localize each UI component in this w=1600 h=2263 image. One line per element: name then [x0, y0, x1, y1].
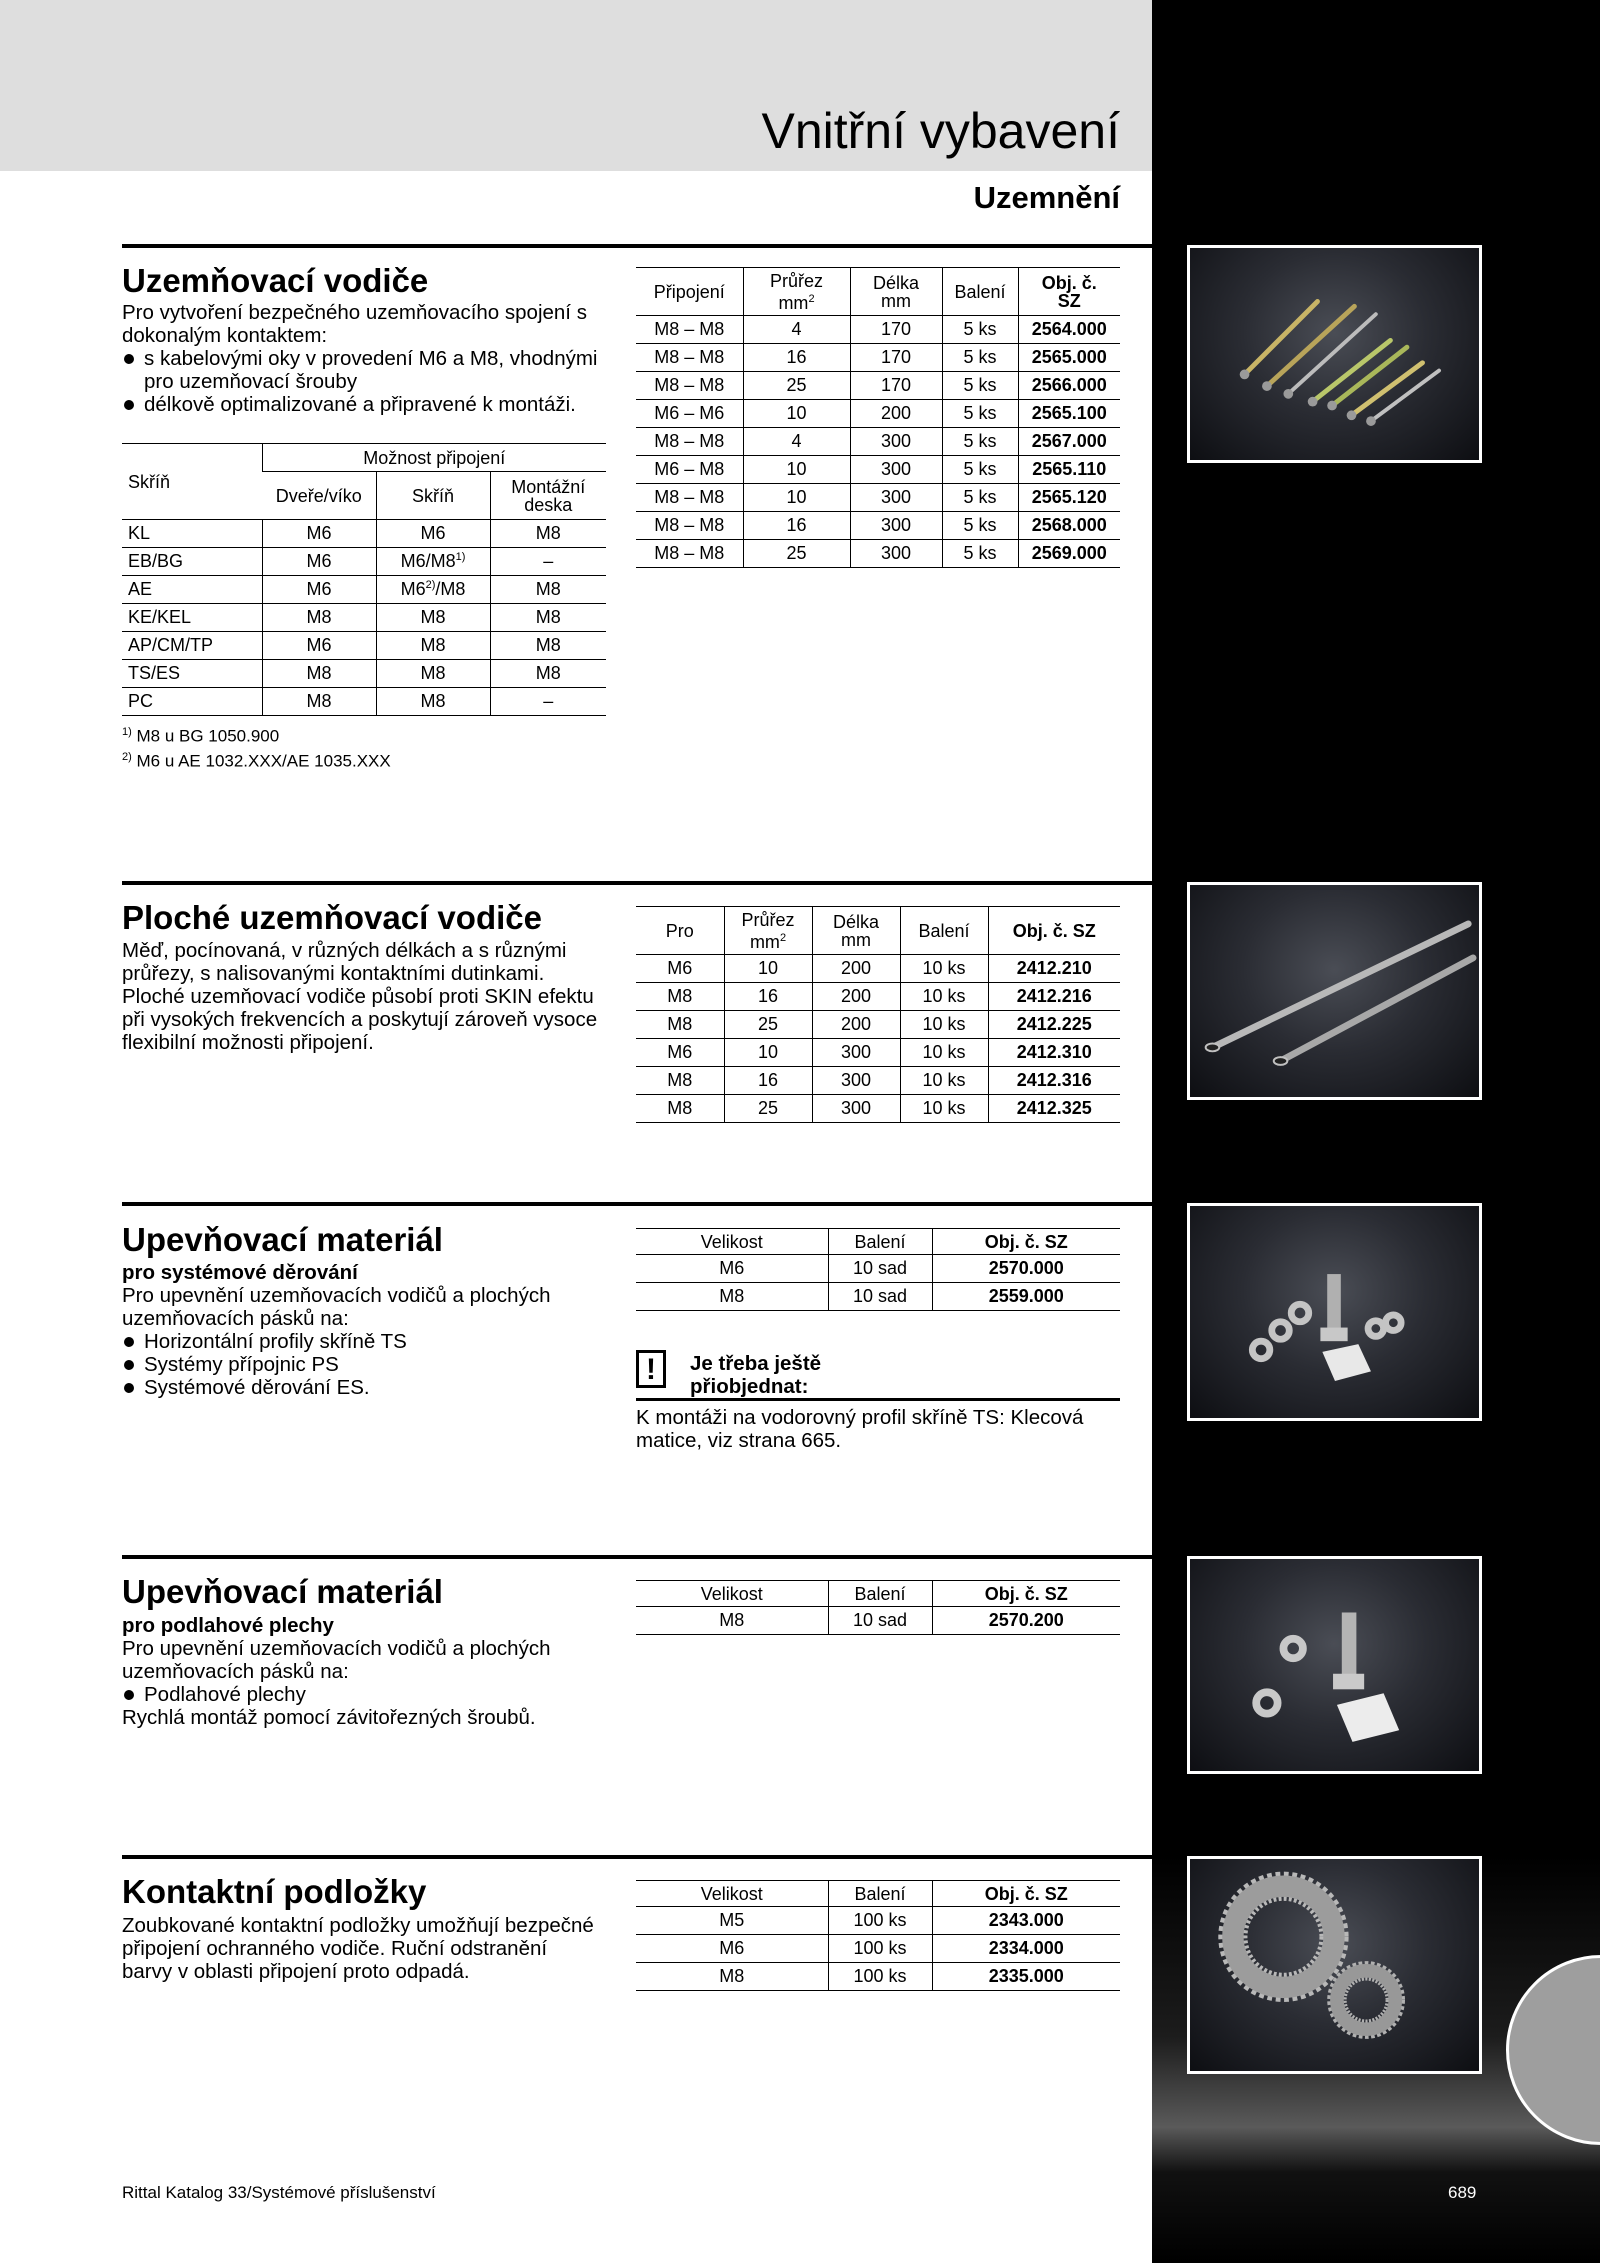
table-cell: 25	[724, 1095, 812, 1123]
cell-plate: M8	[490, 576, 606, 604]
cell-order-number: 2412.310	[988, 1039, 1120, 1067]
table-cell: 16	[743, 344, 850, 372]
note-rule	[636, 1398, 1120, 1401]
cell-body: M6$^{2)}$/M8	[376, 576, 490, 604]
intro-text: Pro vytvoření bezpečného uzemňovacího spojení s dokonalým kontaktem:	[122, 301, 587, 347]
cell-order-number: 2412.325	[988, 1095, 1120, 1123]
cell-door: M6	[262, 520, 376, 548]
cell-door: M6	[262, 632, 376, 660]
table-cell: 5 ks	[942, 484, 1018, 512]
order-table-flat-conductors	[636, 906, 1120, 1123]
cell-order-number: 2565.000	[1018, 344, 1120, 372]
table-cell: 10 ks	[900, 1011, 988, 1039]
cell-order-number: 2412.225	[988, 1011, 1120, 1039]
cell-enclosure: EB/BG	[122, 548, 262, 576]
outro-text: Rychlá montáž pomocí závitořezných šroubů.	[122, 1706, 536, 1729]
table-cell: 100 ks	[828, 1963, 932, 1991]
col-header-mounting-plate: Montážní deska	[490, 472, 606, 520]
col-header-length: Délka mm	[850, 268, 942, 316]
product-photo-fixing-material-system	[1187, 1203, 1482, 1421]
table-cell: M8	[636, 1067, 724, 1095]
cell-order-number: 2565.100	[1018, 400, 1120, 428]
table-cell: 10	[724, 1039, 812, 1067]
section-body-flat-conductors: Měď, pocínovaná, v různých délkách a s různými průřezy, s nalisovanými kontaktními dutinkami. Ploché uzemňovací vodiče působí proti SKIN efektu při vysokých frekvencích a poskytují zároveň vysoce flexibilní možnosti připojení.	[122, 939, 598, 1054]
cell-order-number: 2568.000	[1018, 512, 1120, 540]
col-header-packaging: Balení	[828, 1581, 932, 1607]
table-row	[636, 1255, 1120, 1283]
table-cell: M6	[636, 1935, 828, 1963]
cell-door: M8	[262, 604, 376, 632]
table-cell: 5 ks	[942, 316, 1018, 344]
col-header-order-no: Obj. č. SZ	[932, 1581, 1120, 1607]
bullet-item: Systémy přípojnic PS	[122, 1353, 612, 1376]
table-row	[636, 372, 1120, 400]
footnote-2: $^{2)}$ M6 u AE 1032.XXX/AE 1035.XXX	[122, 750, 391, 771]
table-cell: 10 sad	[828, 1255, 932, 1283]
section-title-fixing-material-system: Upevňovací materiál	[122, 1221, 443, 1258]
bullet-item: Systémové děrování ES.	[122, 1376, 612, 1399]
table-cell: M5	[636, 1907, 828, 1935]
table-row	[636, 512, 1120, 540]
table-cell: M8 – M8	[636, 540, 743, 568]
table-cell: 10 ks	[900, 983, 988, 1011]
cell-door: M6	[262, 548, 376, 576]
cell-plate: M8	[490, 520, 606, 548]
footnote-mark: 1)	[455, 551, 466, 563]
table-cell: 16	[743, 512, 850, 540]
table-cell: 300	[850, 484, 942, 512]
table-cell: 10	[724, 955, 812, 983]
table-cell: 4	[743, 316, 850, 344]
product-photo-flat-conductors	[1187, 882, 1482, 1100]
cell-order-number: 2566.000	[1018, 372, 1120, 400]
fixing-material-image	[1190, 1206, 1479, 1418]
footnotes	[122, 722, 391, 771]
product-photo-grounding-conductors	[1187, 245, 1482, 463]
table-cell: 200	[812, 983, 900, 1011]
table-cell: 300	[812, 1095, 900, 1123]
table-row	[636, 1963, 1120, 1991]
table-row	[122, 604, 606, 632]
table-cell: 300	[812, 1039, 900, 1067]
grounding-conductors-image	[1190, 248, 1479, 460]
col-header-order-no: Obj. č. SZ	[932, 1229, 1120, 1255]
cell-order-number: 2335.000	[932, 1963, 1120, 1991]
cell-plate: M8	[490, 604, 606, 632]
cell-body: M8	[376, 604, 490, 632]
contact-washers-image	[1190, 1859, 1479, 2071]
cell-body: M8	[376, 688, 490, 716]
cell-body: M8	[376, 660, 490, 688]
cell-enclosure: AP/CM/TP	[122, 632, 262, 660]
note-text: K montáži na vodorovný profil skříně TS: Klecová matice, viz strana 665.	[636, 1406, 1084, 1452]
col-header-order-no: Obj. č. SZ	[932, 1881, 1120, 1907]
table-cell: 25	[743, 372, 850, 400]
section-subtitle: pro systémové děrování	[122, 1261, 358, 1284]
table-cell: 25	[724, 1011, 812, 1039]
cell-door: M8	[262, 688, 376, 716]
table-row	[122, 520, 606, 548]
col-header-packaging: Balení	[942, 268, 1018, 316]
col-header-size: Velikost	[636, 1229, 828, 1255]
table-cell: 10	[743, 456, 850, 484]
page-number: 689	[1448, 2183, 1477, 2202]
table-row	[636, 1011, 1120, 1039]
table-cell: 5 ks	[942, 400, 1018, 428]
col-header-length: Délka mm	[812, 907, 900, 955]
col-header-size: Velikost	[636, 1581, 828, 1607]
table-row	[636, 484, 1120, 512]
cell-enclosure: KE/KEL	[122, 604, 262, 632]
cell-order-number: 2412.216	[988, 983, 1120, 1011]
section-title-contact-washers: Kontaktní podložky	[122, 1873, 427, 1910]
section-rule	[122, 1855, 1152, 1859]
bullet-list	[122, 347, 612, 416]
table-cell: 10 ks	[900, 1039, 988, 1067]
order-table-fixing-material-floor	[636, 1580, 1120, 1635]
order-table-fixing-material-system	[636, 1228, 1120, 1311]
table-cell: M8 – M8	[636, 316, 743, 344]
table-cell: 5 ks	[942, 428, 1018, 456]
table-cell: 200	[812, 1011, 900, 1039]
col-header-cross-section: Průřez $mm^2$	[724, 907, 812, 955]
order-table-grounding-conductors	[636, 267, 1120, 568]
bullet-list	[122, 1330, 612, 1399]
col-header-door-cover: Dveře/víko	[262, 472, 376, 520]
table-row	[122, 632, 606, 660]
table-cell: M8	[636, 1607, 828, 1635]
intro-text: Pro upevnění uzemňovacích vodičů a plochých uzemňovacích pásků na:	[122, 1284, 551, 1330]
table-cell: M8	[636, 983, 724, 1011]
section-title-flat-conductors: Ploché uzemňovací vodiče	[122, 899, 542, 936]
cell-order-number: 2570.000	[932, 1255, 1120, 1283]
table-cell: M8 – M8	[636, 372, 743, 400]
table-cell: 25	[743, 540, 850, 568]
section-body-fixing-material-system	[122, 1261, 612, 1399]
table-row	[636, 1095, 1120, 1123]
cell-order-number: 2412.210	[988, 955, 1120, 983]
table-row	[636, 1039, 1120, 1067]
table-row	[122, 688, 606, 716]
table-cell: 16	[724, 983, 812, 1011]
table-cell: M8 – M8	[636, 428, 743, 456]
table-cell: M6 – M6	[636, 400, 743, 428]
table-cell: 5 ks	[942, 344, 1018, 372]
table-cell: 5 ks	[942, 456, 1018, 484]
page-subtitle: Uzemnění	[973, 180, 1120, 215]
col-header-packaging: Balení	[900, 907, 988, 955]
section-body-fixing-material-floor	[122, 1614, 612, 1729]
col-header-connection-option: Možnost připojení	[262, 444, 606, 472]
order-table-contact-washers	[636, 1880, 1120, 1991]
table-cell: 200	[812, 955, 900, 983]
bullet-item: délkově optimalizované a připravené k montáži.	[122, 393, 612, 416]
cell-door: M6	[262, 576, 376, 604]
cell-order-number: 2564.000	[1018, 316, 1120, 344]
footer-catalog-name: Rittal Katalog 33/Systémové příslušenství	[122, 2183, 436, 2202]
col-header-for: Pro	[636, 907, 724, 955]
table-cell: 10 sad	[828, 1283, 932, 1311]
table-cell: 100 ks	[828, 1935, 932, 1963]
intro-text: Pro upevnění uzemňovacích vodičů a plochých uzemňovacích pásků na:	[122, 1637, 551, 1683]
table-cell: 170	[850, 316, 942, 344]
table-row	[636, 456, 1120, 484]
section-subtitle: pro podlahové plechy	[122, 1614, 334, 1637]
cell-order-number: 2559.000	[932, 1283, 1120, 1311]
cell-plate: –	[490, 548, 606, 576]
bullet-item: Horizontální profily skříně TS	[122, 1330, 612, 1353]
table-cell: M6	[636, 1255, 828, 1283]
table-cell: M8	[636, 1283, 828, 1311]
cell-order-number: 2565.110	[1018, 456, 1120, 484]
footnote-mark: 2)	[425, 579, 436, 591]
table-cell: M8 – M8	[636, 484, 743, 512]
table-row	[636, 1067, 1120, 1095]
table-row	[636, 400, 1120, 428]
cell-order-number: 2567.000	[1018, 428, 1120, 456]
cell-plate: M8	[490, 660, 606, 688]
table-cell: 10	[743, 400, 850, 428]
section-rule	[122, 881, 1152, 885]
table-cell: M6 – M8	[636, 456, 743, 484]
table-row	[636, 1935, 1120, 1963]
table-cell: 200	[850, 400, 942, 428]
table-cell: 10 ks	[900, 1095, 988, 1123]
cell-order-number: 2565.120	[1018, 484, 1120, 512]
table-row	[636, 344, 1120, 372]
compatibility-table	[122, 443, 606, 716]
table-cell: M8 – M8	[636, 344, 743, 372]
col-header-size: Velikost	[636, 1881, 828, 1907]
table-row	[636, 983, 1120, 1011]
col-header-connection: Připojení	[636, 268, 743, 316]
cell-door: M8	[262, 660, 376, 688]
cell-enclosure: AE	[122, 576, 262, 604]
cell-order-number: 2343.000	[932, 1907, 1120, 1935]
product-photo-contact-washers	[1187, 1856, 1482, 2074]
cell-enclosure: KL	[122, 520, 262, 548]
cell-enclosure: TS/ES	[122, 660, 262, 688]
col-header-enclosure-body: Skříň	[376, 472, 490, 520]
table-cell: 4	[743, 428, 850, 456]
col-header-packaging: Balení	[828, 1881, 932, 1907]
section-rule	[122, 1202, 1152, 1206]
table-row	[122, 548, 606, 576]
footnote-1: $^{1)}$ M8 u BG 1050.900	[122, 726, 280, 746]
table-cell: 100 ks	[828, 1907, 932, 1935]
section-rule	[122, 244, 1152, 248]
bullet-list	[122, 1683, 612, 1706]
table-row	[636, 428, 1120, 456]
note-heading: Je třeba ještě přiobjednat:	[690, 1352, 822, 1398]
table-cell: 10 ks	[900, 955, 988, 983]
cell-body: M6/M8$^{1)}$	[376, 548, 490, 576]
table-cell: 300	[850, 456, 942, 484]
floor-fixing-image	[1190, 1559, 1479, 1771]
table-row	[636, 955, 1120, 983]
warning-exclamation-icon: !	[636, 1350, 666, 1388]
cell-body: M6	[376, 520, 490, 548]
col-header-cross-section: Průřez $mm^2$	[743, 268, 850, 316]
col-header-order-no: Obj. č. SZ	[1018, 268, 1120, 316]
table-cell: 170	[850, 372, 942, 400]
table-cell: M6	[636, 955, 724, 983]
table-cell: 170	[850, 344, 942, 372]
table-row	[122, 576, 606, 604]
table-cell: 5 ks	[942, 512, 1018, 540]
table-cell: 5 ks	[942, 372, 1018, 400]
table-row	[122, 660, 606, 688]
section-title-grounding-conductors: Uzemňovací vodiče	[122, 262, 429, 299]
table-cell: 300	[850, 540, 942, 568]
cell-plate: M8	[490, 632, 606, 660]
table-cell: M6	[636, 1039, 724, 1067]
bullet-item: Podlahové plechy	[122, 1683, 612, 1706]
product-photo-fixing-material-floor	[1187, 1556, 1482, 1774]
cell-order-number: 2334.000	[932, 1935, 1120, 1963]
cell-plate: –	[490, 688, 606, 716]
flat-conductors-image	[1190, 885, 1479, 1097]
section-body-contact-washers: Zoubkované kontaktní podložky umožňují bezpečné připojení ochranného vodiče. Ruční odstranění barvy v oblasti připojení proto odpadá.	[122, 1914, 594, 1983]
cell-order-number: 2569.000	[1018, 540, 1120, 568]
table-cell: 16	[724, 1067, 812, 1095]
table-row	[636, 1283, 1120, 1311]
table-row	[636, 1907, 1120, 1935]
table-row	[636, 540, 1120, 568]
col-header-order-no: Obj. č. SZ	[988, 907, 1120, 955]
table-cell: 10 ks	[900, 1067, 988, 1095]
table-cell: 300	[812, 1067, 900, 1095]
cell-body: M8	[376, 632, 490, 660]
cell-order-number: 2570.200	[932, 1607, 1120, 1635]
col-header-enclosure: Skříň	[122, 444, 262, 520]
table-cell: M8	[636, 1963, 828, 1991]
col-header-packaging: Balení	[828, 1229, 932, 1255]
table-cell: M8	[636, 1011, 724, 1039]
section-title-fixing-material-floor: Upevňovací materiál	[122, 1573, 443, 1610]
table-row	[636, 1607, 1120, 1635]
table-cell: M8 – M8	[636, 512, 743, 540]
section-body-grounding-conductors	[122, 301, 612, 416]
bullet-item: s kabelovými oky v provedení M6 a M8, vhodnými pro uzemňovací šrouby	[122, 347, 612, 393]
table-cell: 10 sad	[828, 1607, 932, 1635]
table-cell: M8	[636, 1095, 724, 1123]
table-cell: 10	[743, 484, 850, 512]
table-cell: 300	[850, 512, 942, 540]
section-rule	[122, 1555, 1152, 1559]
table-cell: 300	[850, 428, 942, 456]
cell-enclosure: PC	[122, 688, 262, 716]
table-cell: 5 ks	[942, 540, 1018, 568]
table-row	[636, 316, 1120, 344]
cell-order-number: 2412.316	[988, 1067, 1120, 1095]
page-title: Vnitřní vybavení	[761, 103, 1120, 159]
